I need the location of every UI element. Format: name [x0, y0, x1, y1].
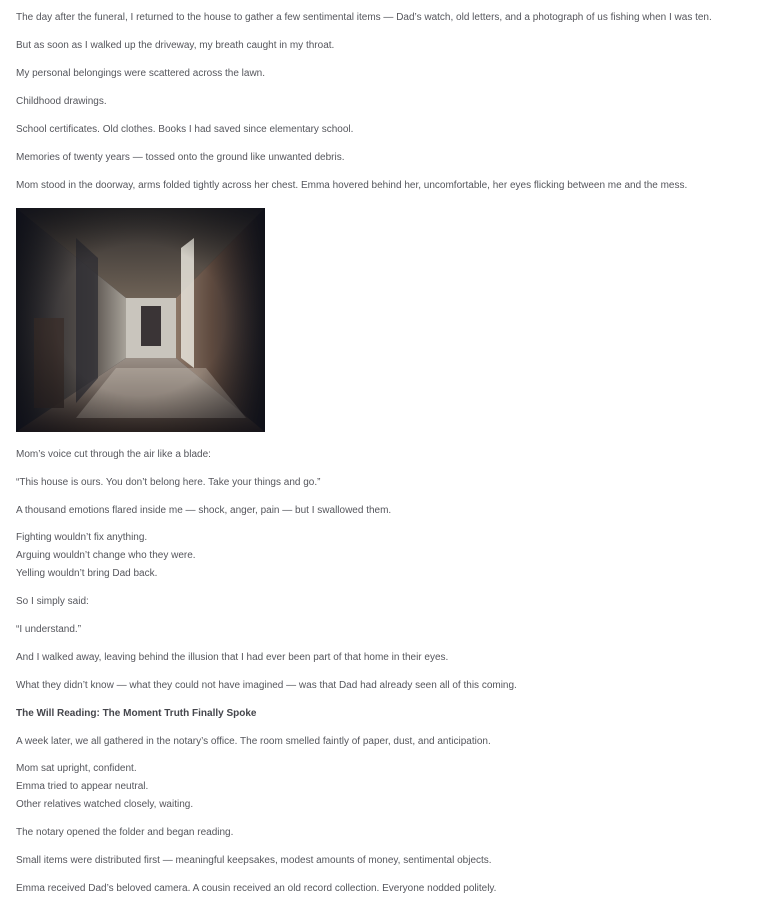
hallway-photo-icon: [16, 208, 265, 432]
paragraph: Small items were distributed first — meaningful keepsakes, modest amounts of money, sentimental objects.: [16, 855, 492, 866]
paragraph: My personal belongings were scattered across the lawn.: [16, 68, 266, 79]
paragraph: A thousand emotions flared inside me — shock, anger, pain — but I swallowed them.: [16, 505, 392, 516]
paragraph: Memories of twenty years — tossed onto the ground like unwanted debris.: [16, 152, 345, 163]
paragraph: Mom stood in the doorway, arms folded tightly across her chest. Emma hovered behind her, uncomfortable, her eyes flicking between me and the mess.: [16, 180, 688, 191]
paragraph-lines: [16, 529, 756, 583]
paragraph: So I simply said:: [16, 596, 89, 607]
text-line: Yelling wouldn’t bring Dad back.: [16, 568, 158, 579]
paragraph: A week later, we all gathered in the notary’s office. The room smelled faintly of paper, dust, and anticipation.: [16, 736, 491, 747]
paragraph: Childhood drawings.: [16, 96, 107, 107]
text-line: Emma tried to appear neutral.: [16, 781, 149, 792]
paragraph: The notary opened the folder and began reading.: [16, 827, 234, 838]
paragraph-lines: [16, 760, 756, 814]
paragraph: “I understand.”: [16, 624, 82, 635]
text-line: Arguing wouldn’t change who they were.: [16, 550, 196, 561]
paragraph: Mom’s voice cut through the air like a blade:: [16, 449, 211, 460]
section-heading: The Will Reading: The Moment Truth Finally Spoke: [16, 708, 257, 719]
paragraph: What they didn’t know — what they could not have imagined — was that Dad had already seen all of this coming.: [16, 680, 517, 691]
paragraph: School certificates. Old clothes. Books I had saved since elementary school.: [16, 124, 354, 135]
paragraph: Emma received Dad’s beloved camera. A cousin received an old record collection. Everyone nodded politely.: [16, 883, 497, 894]
paragraph: “This house is ours. You don’t belong here. Take your things and go.”: [16, 477, 321, 488]
text-line: Mom sat upright, confident.: [16, 763, 137, 774]
hallway-photo: [16, 208, 265, 432]
article-body: [16, 12, 756, 911]
text-line: Fighting wouldn’t fix anything.: [16, 532, 148, 543]
paragraph: But as soon as I walked up the driveway, my breath caught in my throat.: [16, 40, 335, 51]
paragraph: The day after the funeral, I returned to the house to gather a few sentimental items — Dad’s watch, old letters, and a photograph of us fishing when I was ten.: [16, 12, 712, 23]
text-line: Other relatives watched closely, waiting.: [16, 799, 194, 810]
paragraph: And I walked away, leaving behind the illusion that I had ever been part of that home in their eyes.: [16, 652, 449, 663]
